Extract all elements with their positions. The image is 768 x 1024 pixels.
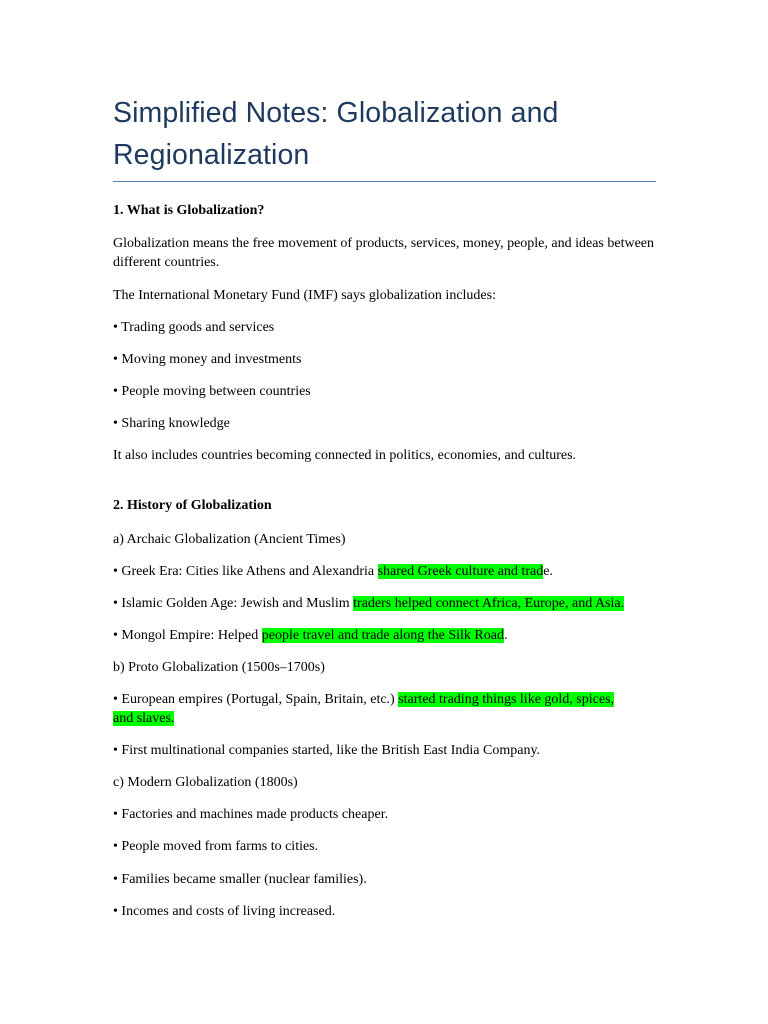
- list-item-text: • Greek Era: Cities like Athens and Alexandria: [113, 564, 378, 579]
- document-title: Simplified Notes: Globalization and Regionalization: [113, 97, 559, 171]
- list-item: • Families became smaller (nuclear families).: [113, 872, 367, 887]
- list-item-text: e.: [543, 564, 553, 579]
- list-item: • People moving between countries: [113, 384, 311, 399]
- list-item-greek-era: [113, 562, 658, 581]
- list-item-text: • European empires (Portugal, Spain, Britain, etc.): [113, 692, 399, 707]
- connection-note: It also includes countries becoming connected in politics, economies, and cultures.: [113, 448, 577, 463]
- highlighted-text: started trading things like gold, spices,: [398, 692, 615, 707]
- highlighted-text: and slaves.: [113, 711, 175, 726]
- list-item-mongol-empire: [113, 626, 658, 645]
- subheading-archaic: a) Archaic Globalization (Ancient Times): [113, 532, 346, 547]
- section-heading-history: 2. History of Globalization: [113, 498, 272, 513]
- list-item: • Factories and machines made products cheaper.: [113, 807, 389, 822]
- list-item-text: • Islamic Golden Age: Jewish and Muslim: [113, 596, 354, 611]
- list-item: • Sharing knowledge: [113, 416, 230, 431]
- list-item: • Moving money and investments: [113, 352, 302, 367]
- imf-intro: The International Monetary Fund (IMF) says globalization includes:: [113, 288, 496, 303]
- list-item-text: .: [503, 628, 508, 643]
- highlighted-text: shared Greek culture and trad: [377, 564, 544, 579]
- list-item: • Incomes and costs of living increased.: [113, 904, 336, 919]
- section-heading-what-is-globalization: 1. What is Globalization?: [113, 203, 265, 218]
- list-item: • Trading goods and services: [113, 320, 275, 335]
- subheading-proto: b) Proto Globalization (1500s–1700s): [113, 660, 325, 675]
- highlighted-text: people travel and trade along the Silk Road: [261, 628, 504, 643]
- list-item-text: • Mongol Empire: Helped: [113, 628, 262, 643]
- title-divider: [113, 181, 656, 182]
- list-item-european-empires: [113, 690, 658, 728]
- list-item-multinational-companies: • First multinational companies started, like the British East India Company.: [113, 743, 541, 758]
- subheading-modern: c) Modern Globalization (1800s): [113, 775, 298, 790]
- list-item-islamic-golden-age: [113, 594, 658, 613]
- highlighted-text: traders helped connect Africa, Europe, and Asia.: [353, 596, 625, 611]
- list-item: • People moved from farms to cities.: [113, 839, 319, 854]
- globalization-definition: Globalization means the free movement of products, services, money, people, and ideas between different countries.: [113, 236, 655, 270]
